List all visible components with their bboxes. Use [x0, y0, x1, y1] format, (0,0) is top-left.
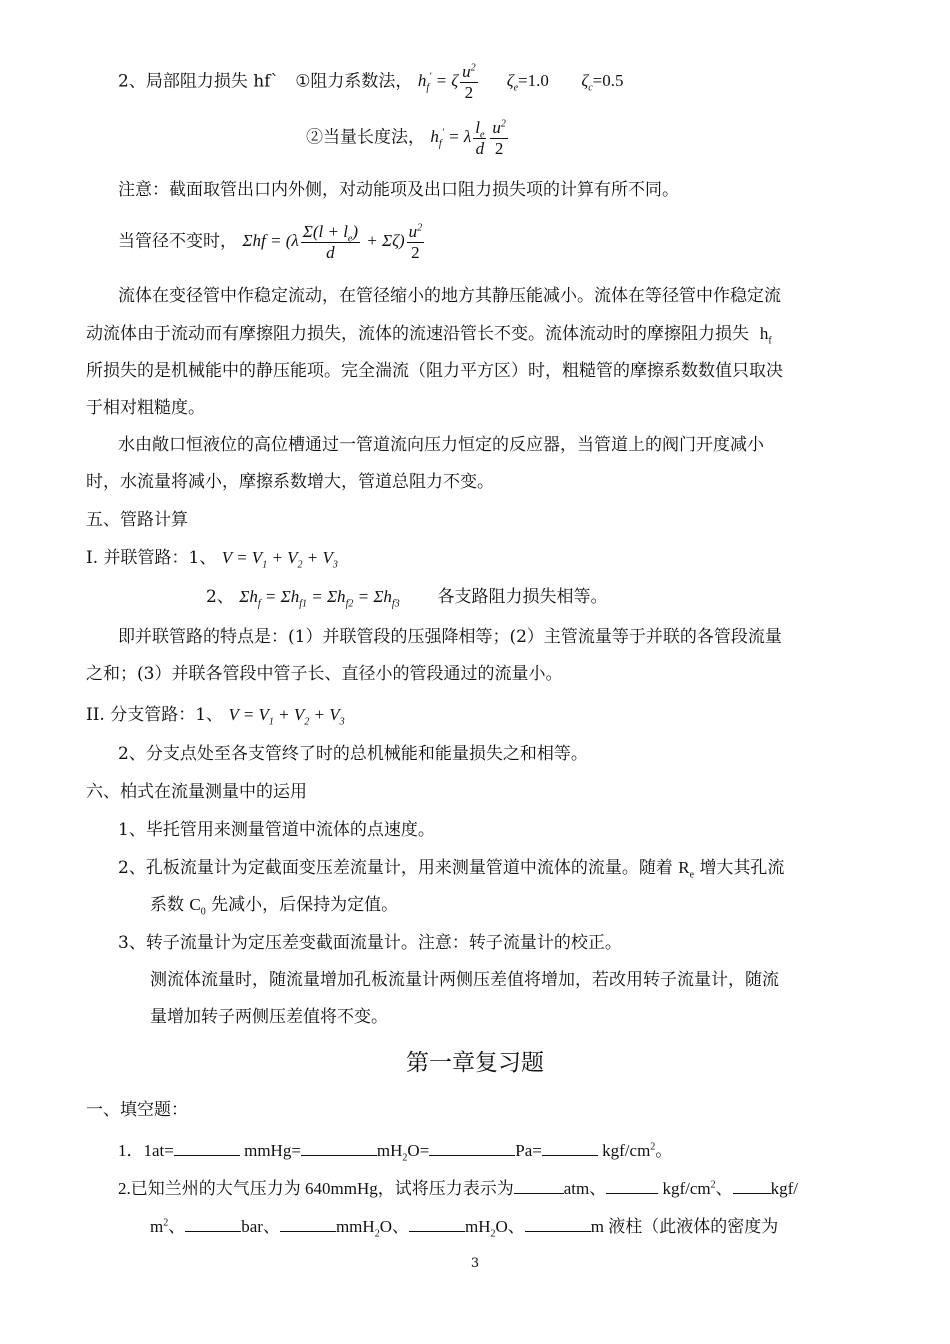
question-2-line1: 2.已知兰州的大气压力为 640mmHg，试将压力表示为 atm、 kgf/$cm^2$、 kgf/	[118, 1175, 798, 1201]
answer-blank[interactable]	[174, 1137, 240, 1156]
para1-line3: 所损失的是机械能中的静压能项。完全湍流（阻力平方区）时，粗糙管的摩擦系数数值只取决	[86, 361, 783, 381]
constant-diameter-line	[118, 222, 426, 263]
question-2-line2: $m^2$、 bar、 mmH$_2$O、 $mH_2O$、 m 液柱（此液体的密度为	[150, 1213, 778, 1239]
branch-line1	[86, 703, 345, 727]
fill-heading: 一、填空题：	[86, 1100, 188, 1120]
answer-blank[interactable]	[514, 1175, 564, 1194]
answer-blank[interactable]	[733, 1175, 771, 1194]
parallel-note: 各支路阻力损失相等。	[437, 587, 608, 607]
formula-parallel-flow: $V = V_1 + V_2 + V_3$	[221, 548, 338, 571]
para1-line4: 于相对粗糙度。	[86, 398, 205, 418]
question-1: 1．1at= mmHg= $mH_2O= Pa= kgf/cm^2$。	[118, 1137, 672, 1163]
coefficient-method-label: ①阻力系数法，	[295, 71, 413, 92]
answer-blank[interactable]	[185, 1213, 241, 1232]
para2-line1: 水由敞口恒液位的高位槽通过一管道流向压力恒定的反应器，当管道上的阀门开度减小	[118, 435, 764, 455]
answer-blank[interactable]	[429, 1137, 515, 1156]
formula-branch-flow: $V = V_1 + V_2 + V_3$	[228, 705, 345, 728]
formula-parallel-loss: $\Sigma h_f = \Sigma h_{f1} = \Sigma h_{f2} = \Sigma h_{f3}$	[239, 587, 400, 610]
chapter-title: 第一章复习题	[406, 1050, 544, 1076]
answer-blank[interactable]	[606, 1175, 658, 1194]
answer-blank[interactable]	[542, 1137, 598, 1156]
formula-zeta-c: $\zeta_c=0.5$	[581, 71, 624, 94]
meas-item3-line2: 测流体流量时，随流量增加孔板流量计两侧压差值将增加，若改用转子流量计，随流	[150, 970, 779, 990]
section-5-heading: 五、管路计算	[86, 510, 188, 530]
answer-blank[interactable]	[280, 1213, 336, 1232]
equiv-length-line	[306, 118, 510, 159]
para2-line2: 时，水流量将减小，摩擦系数增大，管道总阻力不变。	[86, 472, 494, 492]
meas-item3-line3: 量增加转子两侧压差值将不变。	[150, 1007, 388, 1027]
parallel-desc-line1: 即并联管路的特点是：(1）并联管段的压强降相等；(2）主管流量等于并联的各管段流量	[118, 627, 782, 647]
formula-zeta-e: $\zeta_e=1.0$	[506, 71, 549, 94]
constant-diameter-label: 当管径不变时，	[118, 231, 237, 252]
parallel-line2: 2、 $\Sigma h_f = \Sigma h_{f1} = \Sigma h_{f2} = \Sigma h_{f3}$ 各支路阻力损失相等。	[206, 587, 608, 610]
note-outlet: 注意：截面取管出口内外侧，对动能项及出口阻力损失项的计算有所不同。	[118, 180, 679, 200]
local-resistance-line	[118, 62, 624, 103]
meas-item1: 1、毕托管用来测量管道中流体的点速度。	[118, 820, 435, 840]
formula-hf-equiv: $h_f' = \lambda$ $\frac{l_e}{d}$ $\frac{u^2}{2}$	[430, 118, 506, 158]
answer-blank[interactable]	[409, 1213, 465, 1232]
answer-blank[interactable]	[525, 1213, 591, 1232]
branch-label: II. 分支管路：1、	[86, 705, 224, 725]
meas-item3: 3、转子流量计为定压差变截面流量计。注意：转子流量计的校正。	[118, 933, 622, 953]
answer-blank[interactable]	[301, 1137, 377, 1156]
local-resistance-label: 2、局部阻力损失 hf`	[118, 71, 279, 92]
meas-item2-line1: 2、孔板流量计为定截面变压差流量计，用来测量管道中流体的流量。随着 $R_e$ 增大其孔流	[118, 858, 785, 881]
section-6-heading: 六、柏式在流量测量中的运用	[86, 782, 307, 802]
formula-total-hf: Σhf = (λ $\frac{\Sigma(l + l_e)}{d}$ + Σζ) $\frac{u^2}{2}$	[242, 222, 423, 262]
meas-item2-line2: 系数 $C_0$ 先减小，后保持为定值。	[150, 895, 399, 918]
branch-line2: 2、分支点处至各支管终了时的总机械能和能量损失之和相等。	[118, 744, 588, 764]
parallel-desc-line2: 之和；(3）并联各管段中管子长、直径小的管段通过的流量小。	[86, 664, 563, 684]
parallel-label: I. 并联管路：1、	[86, 548, 217, 568]
para1-line1: 流体在变径管中作稳定流动，在管径缩小的地方其静压能减小。流体在等径管中作稳定流	[118, 286, 781, 306]
parallel-line1	[86, 546, 338, 570]
equiv-length-label: ②当量长度法，	[306, 127, 425, 148]
para1-line2: 动流体由于流动而有摩擦阻力损失，流体的流速沿管长不变。流体流动时的摩擦阻力损失 $h_f$	[86, 324, 772, 347]
page-number: 3	[470, 1256, 480, 1271]
formula-hf-coefficient: $h_f' = \zeta$ $\frac{u^2}{2}$	[417, 62, 476, 102]
